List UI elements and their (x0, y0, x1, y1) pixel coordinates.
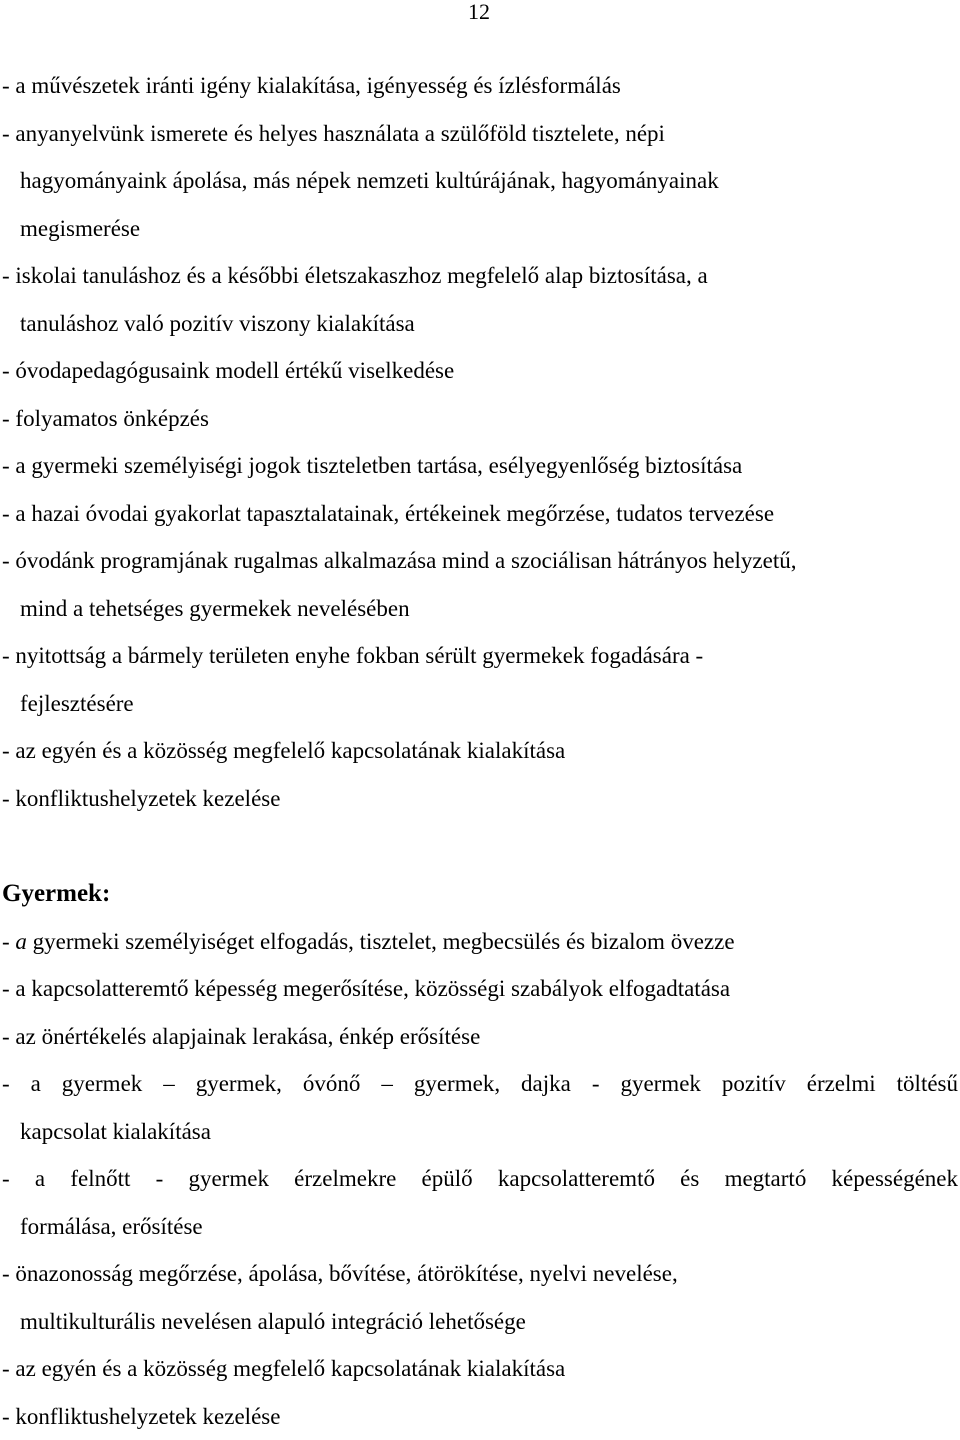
list-item: - önazonosság megőrzése, ápolása, bővítése, átörökítése, nyelvi nevelése, (2, 1261, 678, 1286)
list-item: - a hazai óvodai gyakorlat tapasztalatainak, értékeinek megőrzése, tudatos tervezése (2, 500, 775, 526)
values-list (2, 62, 958, 822)
list-item: - a felnőtt - gyermek érzelmekre épülő kapcsolatteremtő és megtartó képességének (2, 1166, 958, 1191)
list-item: - a gyermeki személyiségi jogok tiszteletben tartása, esélyegyenlőség biztosítása (2, 453, 743, 478)
list-dash: - (2, 928, 16, 954)
list-item: - a művészetek iránti igény kialakítása, igényesség és ízlésformálás (2, 73, 621, 98)
list-item: - az egyén és a közösség megfelelő kapcsolatának kialakítása (2, 1356, 566, 1381)
list-item-continuation: kapcsolat kialakítása (20, 1118, 211, 1144)
list-item: - konfliktushelyzetek kezelése (2, 785, 281, 811)
list-item: - az önértékelés alapjainak lerakása, énkép erősítése (2, 1023, 481, 1049)
list-item: - óvodánk programjának rugalmas alkalmazása mind a szociálisan hátrányos helyzetű, (2, 548, 797, 573)
list-item: - anyanyelvünk ismerete és helyes használata a szülőföld tisztelete, népi (2, 120, 665, 146)
document-body (2, 62, 958, 1440)
list-item: - a gyermek – gyermek, óvónő – gyermek, dajka - gyermek pozitív érzelmi töltésű (2, 1071, 958, 1096)
section-heading-gyermek: Gyermek: (2, 880, 111, 907)
list-item: - a kapcsolatteremtő képesség megerősítése, közösségi szabályok elfogadtatása (2, 976, 731, 1001)
list-item: - iskolai tanuláshoz és a későbbi életszakaszhoz megfelelő alap biztosítása, a (2, 263, 708, 288)
list-item-continuation: fejlesztésére (20, 690, 134, 716)
list-item-text: gyermeki személyiséget elfogadás, tisztelet, megbecsülés és bizalom övezze (26, 928, 735, 954)
list-item: - az egyén és a közösség megfelelő kapcsolatának kialakítása (2, 738, 566, 763)
list-item-continuation: mind a tehetséges gyermekek nevelésében (20, 595, 410, 621)
list-item: - folyamatos önképzés (2, 405, 209, 431)
list-item-continuation: multikulturális nevelésen alapuló integráció lehetősége (20, 1308, 526, 1334)
child-list (2, 918, 958, 1440)
list-item: - konfliktushelyzetek kezelése (2, 1403, 281, 1429)
list-item: - nyitottság a bármely területen enyhe fokban sérült gyermekek fogadására - (2, 643, 704, 668)
page-number: 12 (468, 0, 490, 24)
list-item-continuation: tanuláshoz való pozitív viszony kialakítása (20, 310, 415, 336)
list-item-continuation: hagyományaink ápolása, más népek nemzeti kultúrájának, hagyományainak (20, 168, 719, 193)
list-item: - óvodapedagógusaink modell értékű viselkedése (2, 358, 455, 383)
italic-article: a (15, 928, 27, 954)
list-item (2, 918, 958, 966)
section-spacer (2, 822, 958, 870)
list-item-continuation: formálása, erősítése (20, 1213, 203, 1239)
list-item-continuation: megismerése (20, 215, 141, 241)
